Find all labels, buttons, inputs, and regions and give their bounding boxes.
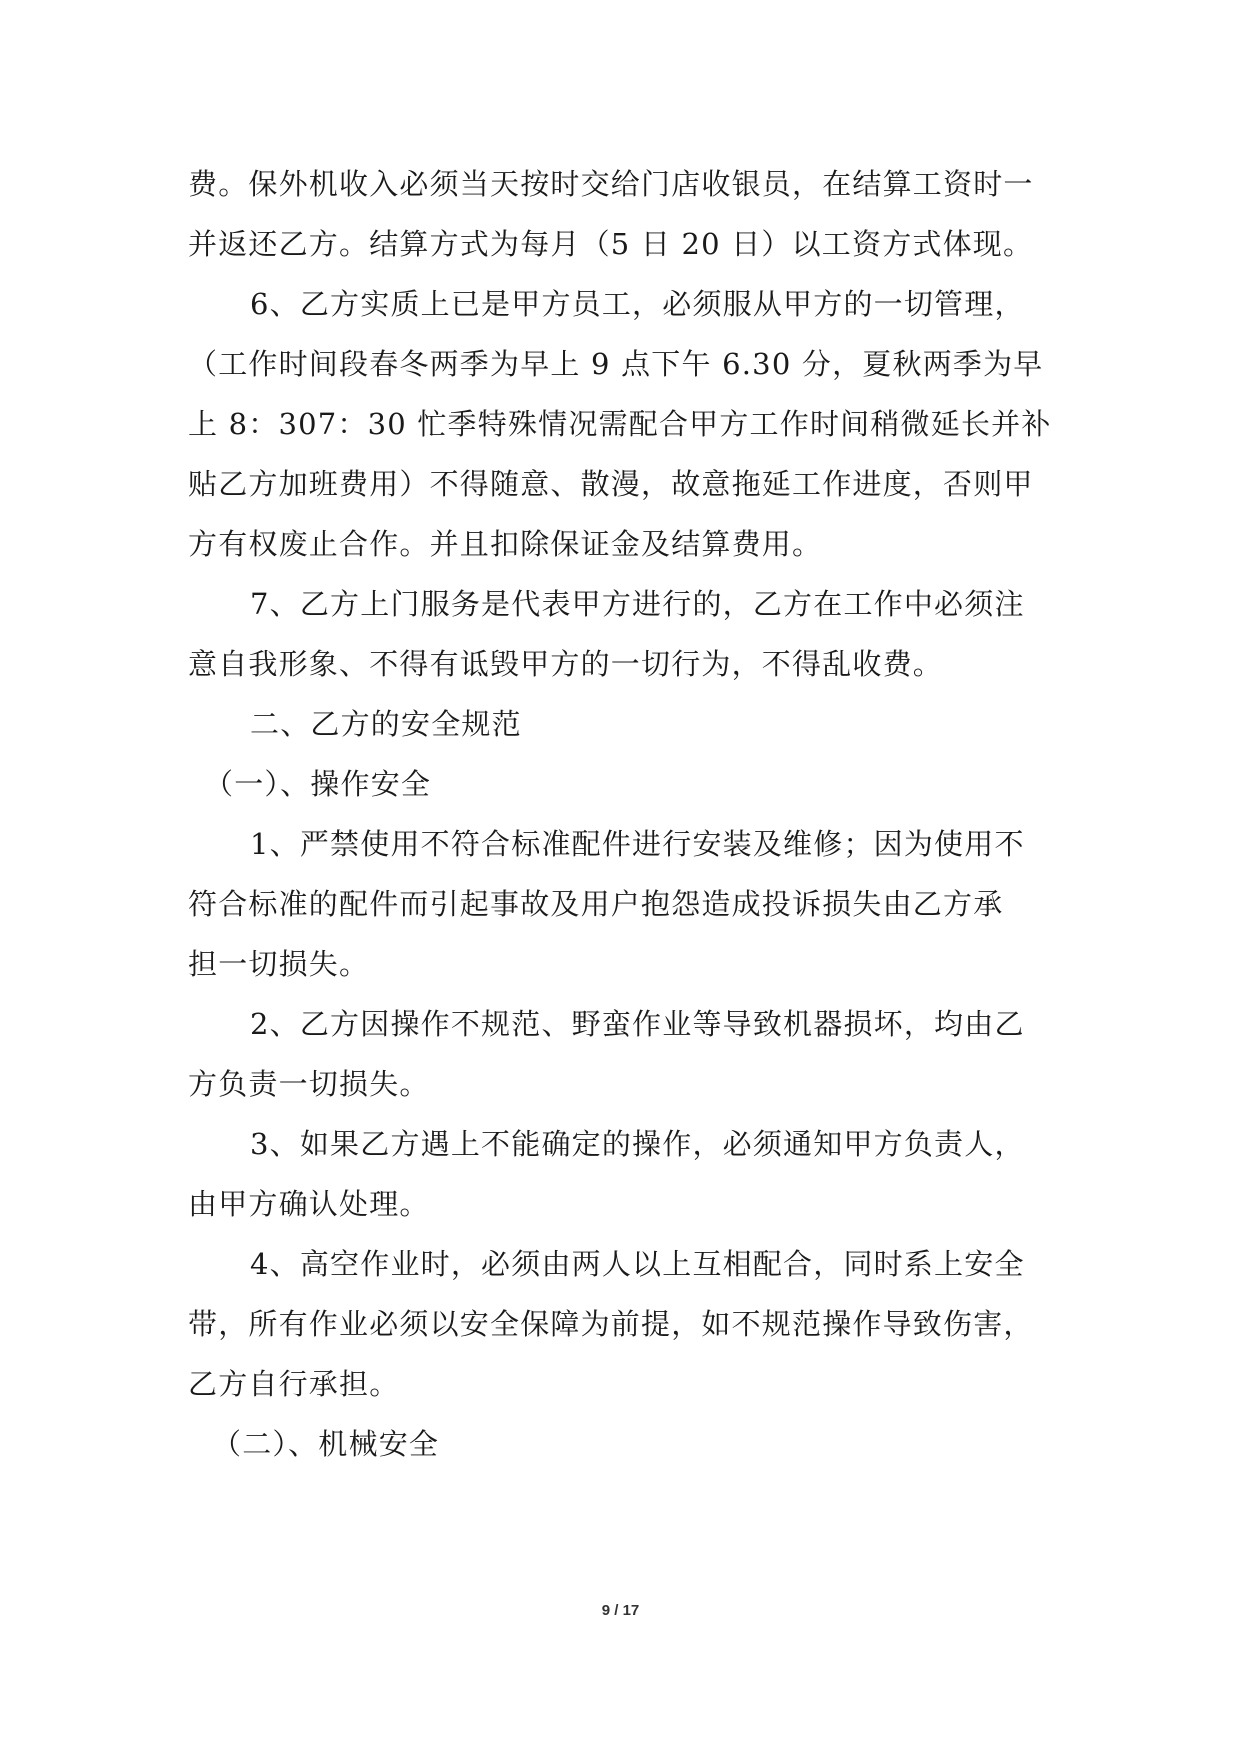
clause-1-line: 1、严禁使用不符合标准配件进行安装及维修；因为使用不 xyxy=(250,827,1025,861)
paragraph-line: 符合标准的配件而引起事故及用户抱怨造成投诉损失由乙方承 xyxy=(188,887,1004,921)
clause-2-line: 2、乙方因操作不规范、野蛮作业等导致机器损坏，均由乙 xyxy=(250,1007,1025,1041)
paragraph-line: 方负责一切损失。 xyxy=(188,1067,430,1101)
document-body xyxy=(188,154,1058,1474)
paragraph-line: （工作时间段春冬两季为早上 9 点下午 6.30 分，夏秋两季为早 xyxy=(188,347,1044,381)
clause-4-line: 4、高空作业时，必须由两人以上互相配合，同时系上安全 xyxy=(250,1247,1025,1281)
paragraph-line: 上 8：307：30 忙季特殊情况需配合甲方工作时间稍微延长并补 xyxy=(188,407,1052,441)
section-heading: 二、乙方的安全规范 xyxy=(250,707,522,741)
paragraph-line: 贴乙方加班费用）不得随意、散漫，故意拖延工作进度，否则甲 xyxy=(188,467,1034,501)
clause-3-line: 3、如果乙方遇上不能确定的操作，必须通知甲方负责人， xyxy=(250,1127,1025,1161)
subsection-heading: （一）、操作安全 xyxy=(204,767,432,801)
paragraph-line: 方有权废止合作。并且扣除保证金及结算费用。 xyxy=(188,527,823,561)
paragraph-line: 带，所有作业必须以安全保障为前提，如不规范操作导致伤害， xyxy=(188,1307,1034,1341)
page-number: 9 / 17 xyxy=(601,1602,640,1619)
clause-6-line: 6、乙方实质上已是甲方员工，必须服从甲方的一切管理， xyxy=(250,287,1025,321)
clause-7-line: 7、乙方上门服务是代表甲方进行的，乙方在工作中必须注 xyxy=(250,587,1025,621)
paragraph-line: 担一切损失。 xyxy=(188,947,370,981)
paragraph-line: 乙方自行承担。 xyxy=(188,1367,400,1401)
paragraph-line: 并返还乙方。结算方式为每月（5 日 20 日）以工资方式体现。 xyxy=(188,227,1034,261)
paragraph-line: 意自我形象、不得有诋毁甲方的一切行为，不得乱收费。 xyxy=(188,647,944,681)
paragraph-line: 由甲方确认处理。 xyxy=(188,1187,430,1221)
subsection-heading: （二）、机械安全 xyxy=(212,1427,440,1461)
paragraph-line: 费。保外机收入必须当天按时交给门店收银员，在结算工资时一 xyxy=(188,167,1034,201)
